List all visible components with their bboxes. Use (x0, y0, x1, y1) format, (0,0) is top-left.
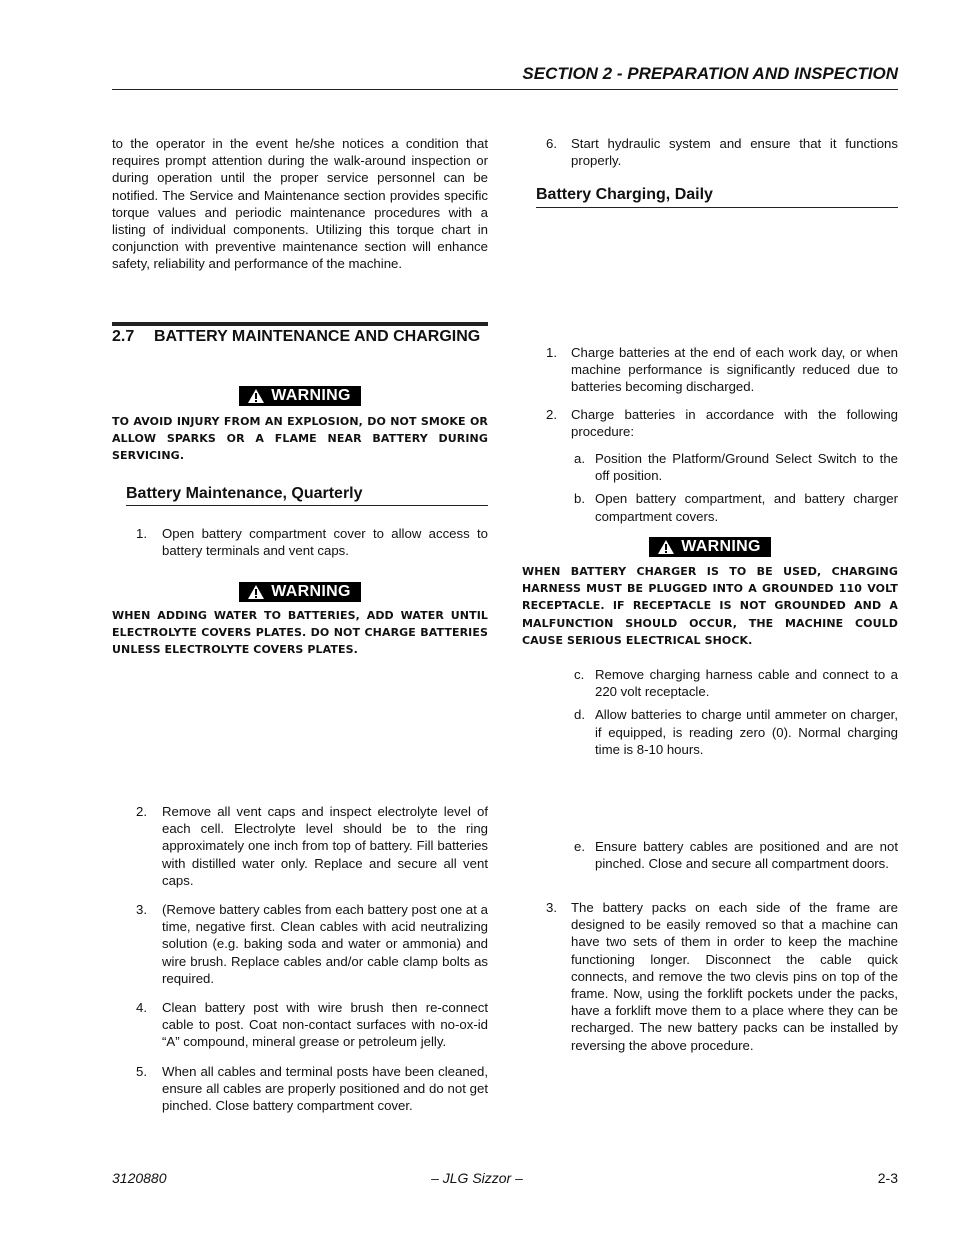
list-item (546, 135, 898, 169)
subheading-rule (536, 207, 898, 208)
item-text: Ensure battery cables are positioned and are not pinched. Close and secure all compartment doors. (595, 839, 898, 872)
warning-triangle-icon (247, 388, 265, 404)
list-item (136, 525, 488, 559)
list-item (546, 899, 898, 1054)
sub-list-item (574, 666, 898, 700)
item-number: 2. (136, 804, 147, 819)
item-text: Start hydraulic system and ensure that it functions properly. (571, 136, 898, 169)
subheading-rule (126, 505, 488, 506)
warning-banner-3 (522, 537, 898, 557)
sub-list-item (574, 490, 898, 524)
sub-list-item (574, 450, 898, 484)
warning-text-1: TO AVOID INJURY FROM AN EXPLOSION, DO NOT SMOKE OR ALLOW SPARKS OR A FLAME NEAR BATTERY DURING SERVICING. (112, 415, 488, 463)
item-text: Charge batteries at the end of each work day, or when machine performance is significantly reduced due to batteries becoming discharged. (571, 345, 898, 395)
item-letter: c. (574, 667, 585, 682)
section-header: SECTION 2 - PREPARATION AND INSPECTION (522, 64, 898, 83)
warning-label: WARNING (271, 583, 351, 600)
item-number: 3. (546, 900, 557, 915)
sub-list-item (574, 706, 898, 758)
warning-triangle-icon (247, 584, 265, 600)
item-text: The battery packs on each side of the frame are designed to be easily removed so that a machine can have two sets of them in order to keep the machine functioning longer. Disconnect the cable quick connects, and remove the two clevis pins on top of the frame. Now, using the forklift pockets under the packs, have a forklift move them to a place where they can be recharged. The new battery packs can be installed by reversing the above procedure. (571, 900, 898, 1053)
item-text: Remove charging harness cable and connect to a 220 volt receptacle. (595, 667, 898, 700)
subheading-maintenance: Battery Maintenance, Quarterly (126, 485, 363, 502)
item-text: Position the Platform/Ground Select Switch to the off position. (595, 451, 898, 484)
section-title: BATTERY MAINTENANCE AND CHARGING (154, 328, 481, 345)
section-heading (112, 327, 488, 347)
document-number: 3120880 (112, 1170, 167, 1186)
warning-label: WARNING (271, 387, 351, 404)
sub-list-item (574, 838, 898, 872)
list-item (136, 999, 488, 1051)
item-text: (Remove battery cables from each battery post one at a time, negative first. Clean cables with acid neutralizing solution (e.g. baking soda and water or ammonia) and wire brush. Replace cables and/or cable clamp bolts as required. (162, 902, 488, 986)
item-letter: d. (574, 707, 585, 723)
page-number: 2-3 (877, 1170, 898, 1186)
warning-banner-2 (112, 582, 488, 602)
item-number: 2. (546, 406, 557, 422)
subheading-charging: Battery Charging, Daily (536, 186, 713, 203)
list-item (136, 901, 488, 987)
footer-title: – JLG Sizzor – (431, 1170, 523, 1186)
item-number: 5. (136, 1063, 147, 1079)
list-item (546, 406, 898, 440)
item-text: Allow batteries to charge until ammeter on charger, if equipped, is reading zero (0). Normal charging time is 8-10 hours. (595, 707, 898, 757)
maintenance-steps (136, 803, 488, 1114)
item-number: 1. (546, 345, 557, 360)
charging-substeps (574, 666, 898, 758)
warning-badge (239, 582, 360, 602)
item-number: 4. (136, 1000, 147, 1016)
charging-steps (546, 344, 898, 525)
section-number: 2.7 (112, 328, 135, 345)
item-letter: e. (574, 839, 585, 854)
intro-paragraph: to the operator in the event he/she notices a condition that requires prompt attention during the walk-around inspection or during operation until the proper service personnel can be notified. The Service and Maintenance section provides specific torque values and periodic maintenance procedures with a listing of individual components. Utilizing this torque chart in conjunction with preventive maintenance section will enhance safety, reliability and performance of the machine. (112, 136, 488, 272)
warning-label: WARNING (681, 538, 761, 555)
list-item (136, 803, 488, 889)
section-rule (112, 322, 488, 326)
item-text: When all cables and terminal posts have been cleaned, ensure all cables are properly positioned and do not get pinched. Close battery compartment cover. (162, 1063, 488, 1114)
list-item (136, 1063, 488, 1115)
item-text: Open battery compartment cover to allow access to battery terminals and vent caps. (162, 526, 488, 559)
warning-badge (239, 386, 360, 406)
item-text: Open battery compartment, and battery charger compartment covers. (595, 491, 898, 524)
item-text: Clean battery post with wire brush then re-connect cable to post. Coat non-contact surfaces with no-ox-id “A” compound, mineral grease or petroleum jelly. (162, 1000, 488, 1050)
item-letter: b. (574, 491, 585, 507)
item-number: 3. (136, 902, 147, 918)
item-number: 1. (136, 526, 147, 541)
warning-text-2: WHEN ADDING WATER TO BATTERIES, ADD WATER UNTIL ELECTROLYTE COVERS PLATES. DO NOT CHARGE BATTERIES UNLESS ELECTROLYTE COVERS PLATES. (112, 609, 488, 657)
item-text: Remove all vent caps and inspect electrolyte level of each cell. Electrolyte level should be to the ring approximately one inch from top of battery. Fill batteries with distilled water only. Replace and secure all vent caps. (162, 804, 488, 888)
warning-triangle-icon (657, 539, 675, 555)
header-divider (112, 89, 898, 90)
warning-text-3: WHEN BATTERY CHARGER IS TO BE USED, CHARGING HARNESS MUST BE PLUGGED INTO A GROUNDED 110 VOLT RECEPTACLE. IF RECEPTACLE IS NOT GROUNDED AND A MALFUNCTION SHOULD OCCUR, THE MACHINE COULD CAUSE SERIOUS ELECTRICAL SHOCK. (522, 565, 898, 647)
item-number: 6. (546, 136, 557, 151)
item-letter: a. (574, 451, 585, 467)
item-text: Charge batteries in accordance with the following procedure: (571, 406, 898, 439)
warning-badge (649, 537, 770, 557)
list-item (546, 344, 898, 396)
warning-banner-1 (112, 386, 488, 406)
